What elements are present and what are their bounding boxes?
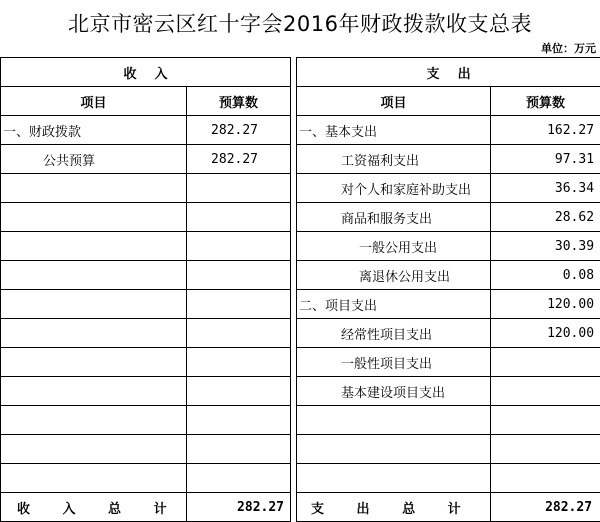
expense-amount: 162.27 xyxy=(491,116,600,145)
expense-amount: 120.00 xyxy=(491,290,600,319)
income-amount xyxy=(187,406,291,435)
income-amount xyxy=(187,348,291,377)
expense-item: 二、项目支出 xyxy=(297,290,491,319)
expense-item xyxy=(297,406,491,435)
expense-item: 经常性项目支出 xyxy=(297,319,491,348)
section-header-row xyxy=(1,58,600,87)
income-amount xyxy=(187,261,291,290)
page-title: 北京市密云区红十字会2016年财政拨款收支总表 xyxy=(0,8,600,38)
income-amount xyxy=(187,203,291,232)
income-item xyxy=(1,348,187,377)
income-amount xyxy=(187,435,291,464)
expense-amount: 120.00 xyxy=(491,319,600,348)
income-item xyxy=(1,406,187,435)
income-amount xyxy=(187,232,291,261)
table-row xyxy=(1,377,600,406)
income-item xyxy=(1,319,187,348)
table-row xyxy=(1,319,600,348)
income-item xyxy=(1,232,187,261)
table-row xyxy=(1,348,600,377)
expense-amount xyxy=(491,377,600,406)
income-item xyxy=(1,203,187,232)
table-row xyxy=(1,406,600,435)
income-amount: 282.27 xyxy=(187,145,291,174)
income-item xyxy=(1,435,187,464)
income-amount: 282.27 xyxy=(187,116,291,145)
expense-amount: 30.39 xyxy=(491,232,600,261)
table-row xyxy=(1,174,600,203)
table-row xyxy=(1,435,600,464)
expense-item: 一、基本支出 xyxy=(297,116,491,145)
table-row xyxy=(1,261,600,290)
unit-label: 单位：万元 xyxy=(541,40,596,56)
income-item: 一、财政拨款 xyxy=(1,116,187,145)
income-amount xyxy=(187,290,291,319)
expense-amount: 36.34 xyxy=(491,174,600,203)
expense-amount xyxy=(491,435,600,464)
expense-total-value: 282.27 xyxy=(491,493,600,522)
expense-item: 对个人和家庭补助支出 xyxy=(297,174,491,203)
expense-item: 商品和服务支出 xyxy=(297,203,491,232)
expense-item xyxy=(297,435,491,464)
income-total-value: 282.27 xyxy=(187,493,291,522)
expense-amount: 0.08 xyxy=(491,261,600,290)
income-amount xyxy=(187,319,291,348)
table-row xyxy=(1,116,600,145)
income-item xyxy=(1,261,187,290)
budget-table xyxy=(0,57,600,522)
expense-section-header: 支 出 xyxy=(297,58,600,87)
income-amount xyxy=(187,377,291,406)
expense-total-label: 支 出 总 计 xyxy=(297,493,491,522)
expense-amount-header: 预算数 xyxy=(491,87,600,116)
income-item: 公共预算 xyxy=(1,145,187,174)
expense-amount: 28.62 xyxy=(491,203,600,232)
income-item xyxy=(1,290,187,319)
expense-item: 工资福利支出 xyxy=(297,145,491,174)
income-section-header: 收 入 xyxy=(1,58,291,87)
expense-item: 离退休公用支出 xyxy=(297,261,491,290)
expense-item: 一般性项目支出 xyxy=(297,348,491,377)
income-item xyxy=(1,377,187,406)
income-item-header: 项目 xyxy=(1,87,187,116)
table-row xyxy=(1,464,600,493)
expense-amount xyxy=(491,464,600,493)
table-row xyxy=(1,203,600,232)
table-row xyxy=(1,145,600,174)
expense-amount: 97.31 xyxy=(491,145,600,174)
income-item xyxy=(1,174,187,203)
expense-amount xyxy=(491,406,600,435)
income-amount xyxy=(187,174,291,203)
column-header-row xyxy=(1,87,600,116)
expense-item: 基本建设项目支出 xyxy=(297,377,491,406)
totals-row xyxy=(1,493,600,522)
income-amount-header: 预算数 xyxy=(187,87,291,116)
income-item xyxy=(1,464,187,493)
income-amount xyxy=(187,464,291,493)
expense-amount xyxy=(491,348,600,377)
expense-item-header: 项目 xyxy=(297,87,491,116)
expense-item: 一般公用支出 xyxy=(297,232,491,261)
table-row xyxy=(1,232,600,261)
table-row xyxy=(1,290,600,319)
income-total-label: 收 入 总 计 xyxy=(1,493,187,522)
expense-item xyxy=(297,464,491,493)
